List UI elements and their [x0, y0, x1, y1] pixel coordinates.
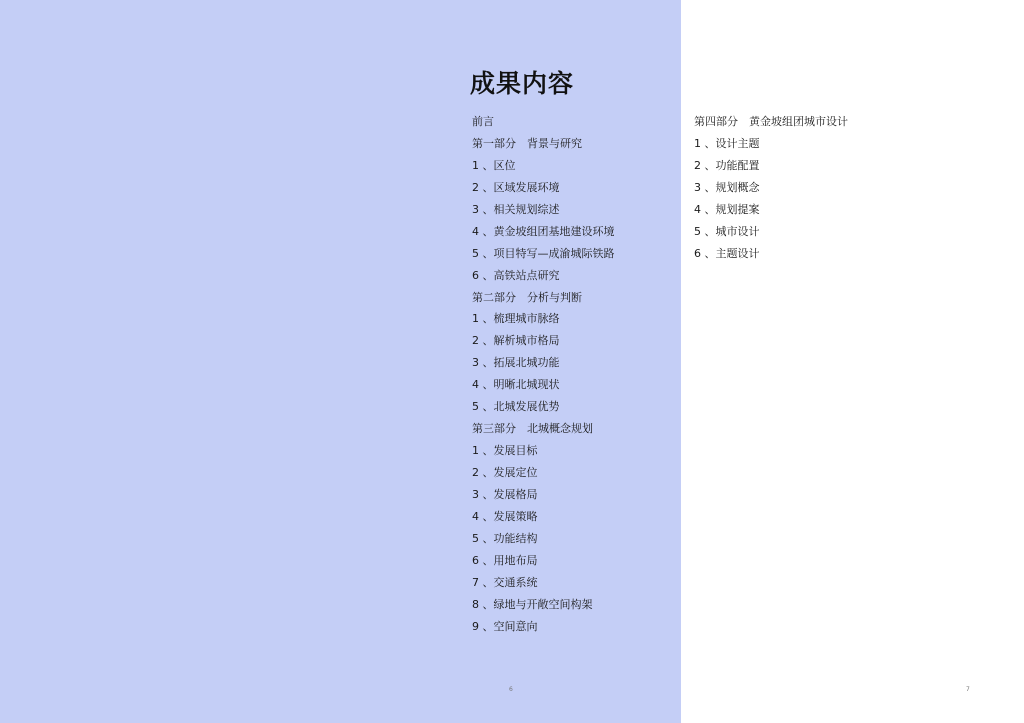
toc-item: 5 、北城发展优势 — [472, 400, 560, 414]
page-title: 成果内容 — [470, 69, 575, 98]
toc-item: 4 、黄金坡组团基地建设环境 — [472, 224, 615, 238]
toc-item: 3 、相关规划综述 — [472, 202, 560, 216]
toc-item: 9 、空间意向 — [472, 619, 538, 633]
toc-left-column — [472, 111, 615, 638]
toc-section-heading: 第一部分 背景与研究 — [472, 136, 582, 150]
toc-item: 6 、用地布局 — [472, 553, 538, 567]
toc-item: 1 、设计主题 — [694, 136, 760, 150]
toc-item: 6 、高铁站点研究 — [472, 268, 560, 282]
toc-item: 7 、交通系统 — [472, 575, 538, 589]
toc-item: 6 、主题设计 — [694, 246, 760, 260]
toc-section-heading: 第二部分 分析与判断 — [472, 290, 582, 304]
toc-section-heading: 前言 — [472, 115, 494, 128]
toc-item: 4 、发展策略 — [472, 509, 538, 523]
toc-item: 2 、功能配置 — [694, 158, 760, 172]
toc-item: 2 、区域发展环境 — [472, 180, 560, 194]
toc-section-heading: 第三部分 北城概念规划 — [472, 422, 593, 436]
toc-item: 3 、拓展北城功能 — [472, 356, 560, 370]
toc-item: 1 、区位 — [472, 158, 516, 172]
toc-item: 5 、功能结构 — [472, 531, 538, 545]
toc-item: 4 、规划提案 — [694, 202, 760, 216]
toc-item: 2 、发展定位 — [472, 466, 538, 479]
toc-item: 5 、城市设计 — [694, 224, 760, 238]
toc-section-heading: 第四部分 黄金坡组团城市设计 — [694, 115, 848, 128]
toc-item: 1 、发展目标 — [472, 444, 538, 458]
toc-item: 3 、发展格局 — [472, 487, 538, 501]
toc-right-column — [694, 111, 848, 265]
toc-item: 2 、解析城市格局 — [472, 334, 560, 348]
toc-item: 3 、规划概念 — [694, 180, 760, 194]
right-page — [681, 0, 1024, 723]
toc-item: 4 、明晰北城现状 — [472, 378, 560, 392]
page-number-right: 7 — [966, 686, 970, 693]
toc-item: 8 、绿地与开敞空间构架 — [472, 597, 593, 611]
toc-item: 5 、项目特写—成渝城际铁路 — [472, 246, 615, 260]
toc-item: 1 、梳理城市脉络 — [472, 312, 560, 326]
page-number-left: 6 — [509, 686, 513, 693]
